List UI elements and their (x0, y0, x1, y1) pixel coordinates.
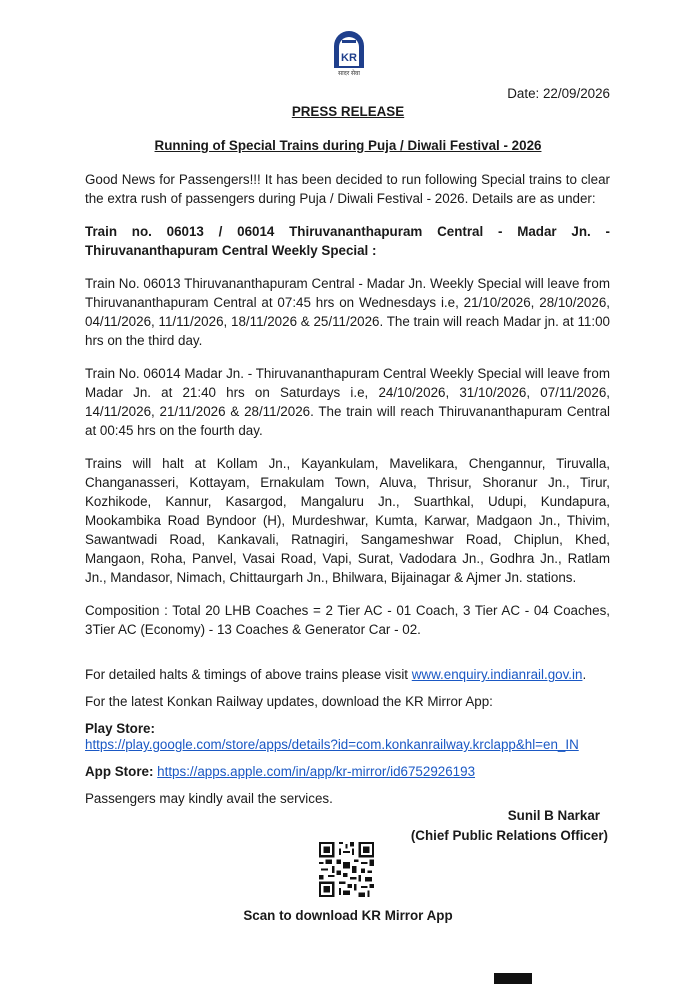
signatory-title: (Chief Public Relations Officer) (410, 828, 608, 843)
enquiry-paragraph (85, 665, 610, 684)
halts-paragraph: Trains will halt at Kollam Jn., Kayankulam, Mavelikara, Chengannur, Tiruvalla, Changanasseri, Kottayam, Ernakulam Town, Aluva, Thrisur, Shoranur Jn., Tirur, Kozhikode, Kannur, Kasargod, Mangaluru Jn., Suarthkal, Udupi, Kundapura, Mookambika Road Byndoor (H), Murdeshwar, Kumta, Karwar, Madgaon Jn., Thivim, Sawantwadi Road, Kankavali, Ratnagiri, Sangameshwar Road, Chiplun, Khed, Mangaon, Roha, Panvel, Vasai Road, Vapi, Surat, Vadodara Jn., Godhra Jn., Ratlam Jn., Mandasor, Nimach, Chittaurgarh Jn., Bhilwara, Bijainagar & Ajmer Jn. stations. (85, 456, 610, 585)
enquiry-link[interactable]: www.enquiry.indianrail.gov.in (411, 667, 583, 682)
train-title: Train no. 06013 / 06014 Thiruvananthapuram Central - Madar Jn. - Thiruvananthapuram Central Weekly Special : (85, 224, 610, 258)
train-06014-paragraph: Train No. 06014 Madar Jn. - Thiruvananthapuram Central Weekly Special will leave from Madar Jn. at 21:40 hrs on Saturdays i.e, 24/10/2026, 31/10/2026, 07/11/2026, 14/11/2026, 21/11/2026 & 28/11/2026. The train will reach Thiruvananthapuram Central at 00:45 hrs on the fourth day. (85, 366, 610, 438)
release-subject: Running of Special Trains during Puja / Diwali Festival - 2026 (154, 138, 542, 153)
enquiry-text: For detailed halts & timings of above trains please visit (85, 667, 412, 682)
svg-text:KR: KR (341, 52, 357, 64)
intro-paragraph: Good News for Passengers!!! It has been decided to run following Special trains to clear the extra rush of passengers during Puja / Diwali Festival - 2026. Details are as under: (85, 172, 610, 206)
qr-code-icon[interactable] (319, 842, 374, 897)
play-store-block (85, 719, 610, 754)
app-store-link[interactable]: https://apps.apple.com/in/app/kr-mirror/id6752926193 (157, 764, 476, 779)
release-date: Date: 22/09/2026 (507, 86, 610, 101)
signature-block (411, 806, 608, 846)
closing-paragraph: Passengers may kindly avail the services. (85, 791, 333, 806)
press-release-heading: PRESS RELEASE (291, 104, 405, 119)
play-store-link[interactable]: https://play.google.com/store/apps/details?id=com.konkanrailway.krclapp&hl=en_IN (85, 737, 579, 752)
play-store-label: Play Store: (85, 721, 155, 736)
enquiry-end: . (582, 667, 587, 682)
composition-paragraph: Composition : Total 20 LHB Coaches = 2 Tier AC - 01 Coach, 3 Tier AC - 04 Coaches, 3Tier AC (Economy) - 13 Coaches & Generator Car - 02. (85, 603, 610, 637)
release-body (85, 170, 610, 822)
app-download-paragraph: For the latest Konkan Railway updates, download the KR Mirror App: (85, 694, 493, 709)
page-edge-mark (494, 973, 532, 984)
logo-caption: सादर सेवा (338, 71, 360, 77)
train-06013-paragraph: Train No. 06013 Thiruvananthapuram Central - Madar Jn. Weekly Special will leave from Thiruvananthapuram Central at 07:45 hrs on Wednesdays i.e, 21/10/2026, 28/10/2026, 04/11/2026, 11/11/2026, 18/11/2026 & 25/11/2026. The train will reach Madar jn. at 11:00 hrs on the third day. (85, 276, 610, 348)
app-store-block (85, 762, 610, 781)
app-store-label: App Store: (85, 764, 158, 779)
signatory-name: Sunil B Narkar (507, 808, 600, 823)
qr-caption: Scan to download KR Mirror App (243, 908, 453, 923)
